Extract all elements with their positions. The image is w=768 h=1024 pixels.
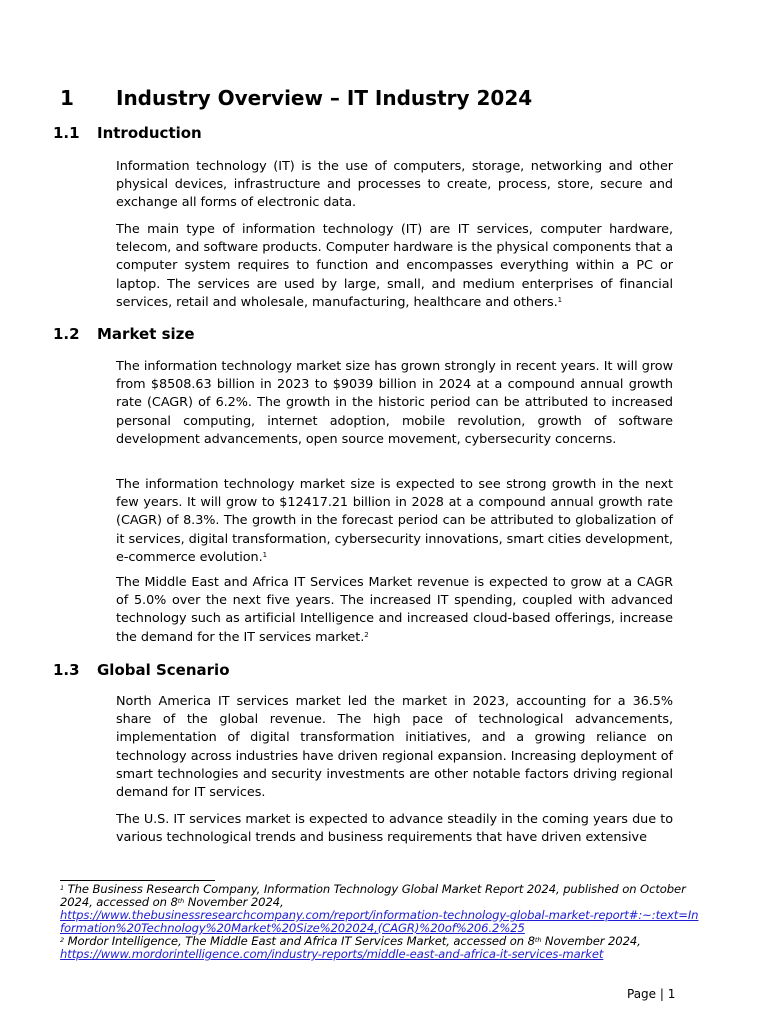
- footnote-superscript: th: [177, 897, 185, 905]
- paragraph: The information technology market size has grown strongly in recent years. It will grow from $8508.63 billion in 2023 to $9039 billion in 2024 at a compound annual growth rate (CAGR) of 6.2%. The growth in the historic period can be attributed to increased personal computing, internet adoption, mobile revolution, growth of software development advancements, open source movement, cybersecurity concerns.: [116, 359, 673, 447]
- chapter-number: 1: [60, 86, 74, 110]
- section-title: Market size: [97, 325, 195, 343]
- footnote-reference: 1: [262, 550, 267, 559]
- paragraph-text: The Middle East and Africa IT Services Market revenue is expected to grow at a CAGR of 5.0% over the next five years. The increased IT spending, coupled with advanced technology such as artificial Intelligence and increased cloud-based offerings, increase the demand for the IT services market.: [116, 575, 673, 645]
- paragraph: [116, 574, 673, 647]
- section-heading-introduction: [53, 123, 202, 143]
- footnote-mark: 2: [60, 936, 65, 944]
- footnote-1: [60, 883, 700, 935]
- section-number: 1.1: [53, 124, 80, 142]
- section-title: Global Scenario: [97, 661, 230, 679]
- footnote-text: The Business Research Company, Information Technology Global Market Report 2024, published on October 2024, accessed on 8: [60, 882, 686, 909]
- document-title: [60, 85, 532, 111]
- section-heading-market-size: [53, 324, 195, 344]
- section-number: 1.2: [53, 325, 80, 343]
- chapter-title: Industry Overview – IT Industry 2024: [116, 86, 533, 110]
- section-title: Introduction: [97, 124, 202, 142]
- footnote-text: Mordor Intelligence, The Middle East and Africa IT Services Market, accessed on 8: [64, 934, 535, 948]
- footnote-text: November 2024,: [541, 934, 641, 948]
- footnote-separator: [60, 880, 215, 881]
- footnote-reference: 2: [364, 630, 369, 639]
- footnote-2: [60, 935, 700, 961]
- footnote-link[interactable]: https://www.thebusinessresearchcompany.com/report/information-technology-global-market-report#:~:text=Information%20Technology%20Market%20Size%202024,(CAGR)%20of%206.2%25: [60, 908, 699, 935]
- paragraph-text: The information technology market size is expected to see strong growth in the next few years. It will grow to $12417.21 billion in 2028 at a compound annual growth rate (CAGR) of 8.3%. The growth in the forecast period can be attributed to globalization of it services, digital transformation, cybersecurity innovations, smart cities development, e-commerce evolution.: [116, 477, 673, 565]
- footnote-superscript: th: [534, 936, 542, 944]
- paragraph-text: The main type of information technology (IT) are IT services, computer hardware, telecom, and software products. Computer hardware is the physical components that a computer system requires to function and encompasses everything within a PC or laptop. The services are used by large, small, and medium enterprises of financial services, retail and wholesale, manufacturing, healthcare and others.: [116, 222, 673, 310]
- footnote-mark: 1: [60, 884, 65, 892]
- page-number: Page | 1: [627, 987, 676, 1001]
- paragraph: The U.S. IT services market is expected to advance steadily in the coming years due to various technological trends and business requirements that have driven extensive: [116, 812, 673, 846]
- paragraph: North America IT services market led the market in 2023, accounting for a 36.5% share of the global revenue. The high pace of technological advancements, implementation of digital transformation initiatives, and a growing reliance on technology across industries have driven regional expansion. Increasing deployment of smart technologies and security investments are other notable factors driving regional demand for IT services.: [116, 694, 673, 801]
- paragraph: Information technology (IT) is the use of computers, storage, networking and other physical devices, infrastructure and processes to create, process, store, secure and exchange all forms of electronic data.: [116, 159, 673, 211]
- footnote-text: November 2024,: [184, 895, 284, 909]
- paragraph: [116, 221, 673, 312]
- section-heading-global-scenario: [53, 660, 230, 680]
- footnote-link[interactable]: https://www.mordorintelligence.com/industry-reports/middle-east-and-africa-it-services-market: [60, 947, 604, 961]
- section-number: 1.3: [53, 661, 80, 679]
- paragraph: [116, 476, 673, 567]
- footnote-reference: 1: [557, 295, 563, 304]
